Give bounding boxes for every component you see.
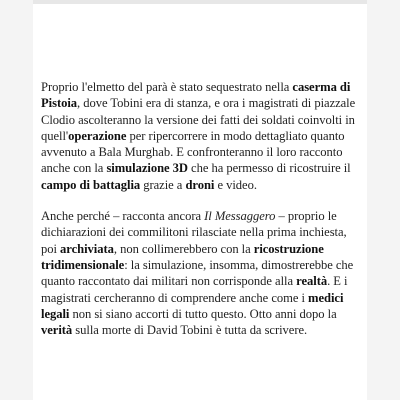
text-segment: grazie a bbox=[140, 177, 186, 192]
text-segment: , dove Tobini era di stanza, e ora i magistrati di piazzale Clodio ascolteranno la versione dei fatti dei soldati coinvolti in quell' bbox=[41, 96, 356, 143]
article-paragraph-1 bbox=[41, 79, 361, 193]
text-segment: Anche perché – racconta ancora bbox=[41, 209, 205, 224]
text-segment: : la simulazione, insomma, dimostrerebbe che quanto raccontato dai militari non corrisponde alla bbox=[41, 257, 354, 289]
bold-phrase: realtà bbox=[296, 274, 328, 289]
bold-phrase: medici legali bbox=[41, 290, 344, 321]
text-segment: non si siano accorti di tutto questo. Otto anni dopo la bbox=[69, 306, 337, 321]
text-segment: . E i magistrati cercheranno di comprendere anche come i bbox=[41, 274, 348, 305]
text-segment: sulla morte di David Tobini è tutta da scrivere. bbox=[72, 323, 308, 338]
top-divider bbox=[33, 0, 367, 4]
newspaper-name: Il Messaggero bbox=[204, 209, 276, 224]
article-body bbox=[41, 79, 361, 353]
bold-phrase: operazione bbox=[68, 128, 127, 143]
text-segment: – proprio le dichiarazioni dei commilitoni rilasciate nella prima inchiesta, poi bbox=[41, 209, 347, 256]
text-segment: e video. bbox=[214, 177, 257, 192]
bold-phrase: caserma di Pistoia bbox=[41, 80, 351, 111]
text-segment: per ripercorrere in modo dettagliato quanto avvenuto a Bala Murghab. E confronteranno il loro racconto anche con la bbox=[41, 128, 345, 176]
bold-phrase: simulazione 3D bbox=[106, 161, 188, 176]
bold-phrase: ricostruzione tridimensionale bbox=[41, 241, 324, 272]
text-segment: che ha permesso di ricostruire il bbox=[187, 161, 351, 176]
bold-phrase: droni bbox=[185, 177, 215, 192]
article-paragraph-2 bbox=[41, 208, 361, 338]
article-card bbox=[33, 0, 367, 400]
bold-phrase: archiviata bbox=[60, 241, 114, 256]
bold-phrase: campo di battaglia bbox=[41, 177, 141, 192]
text-segment: , non collimerebbero con la bbox=[113, 241, 254, 256]
bold-phrase: verità bbox=[41, 323, 73, 338]
text-segment: Proprio l'elmetto del parà è stato sequestrato nella bbox=[41, 80, 293, 94]
